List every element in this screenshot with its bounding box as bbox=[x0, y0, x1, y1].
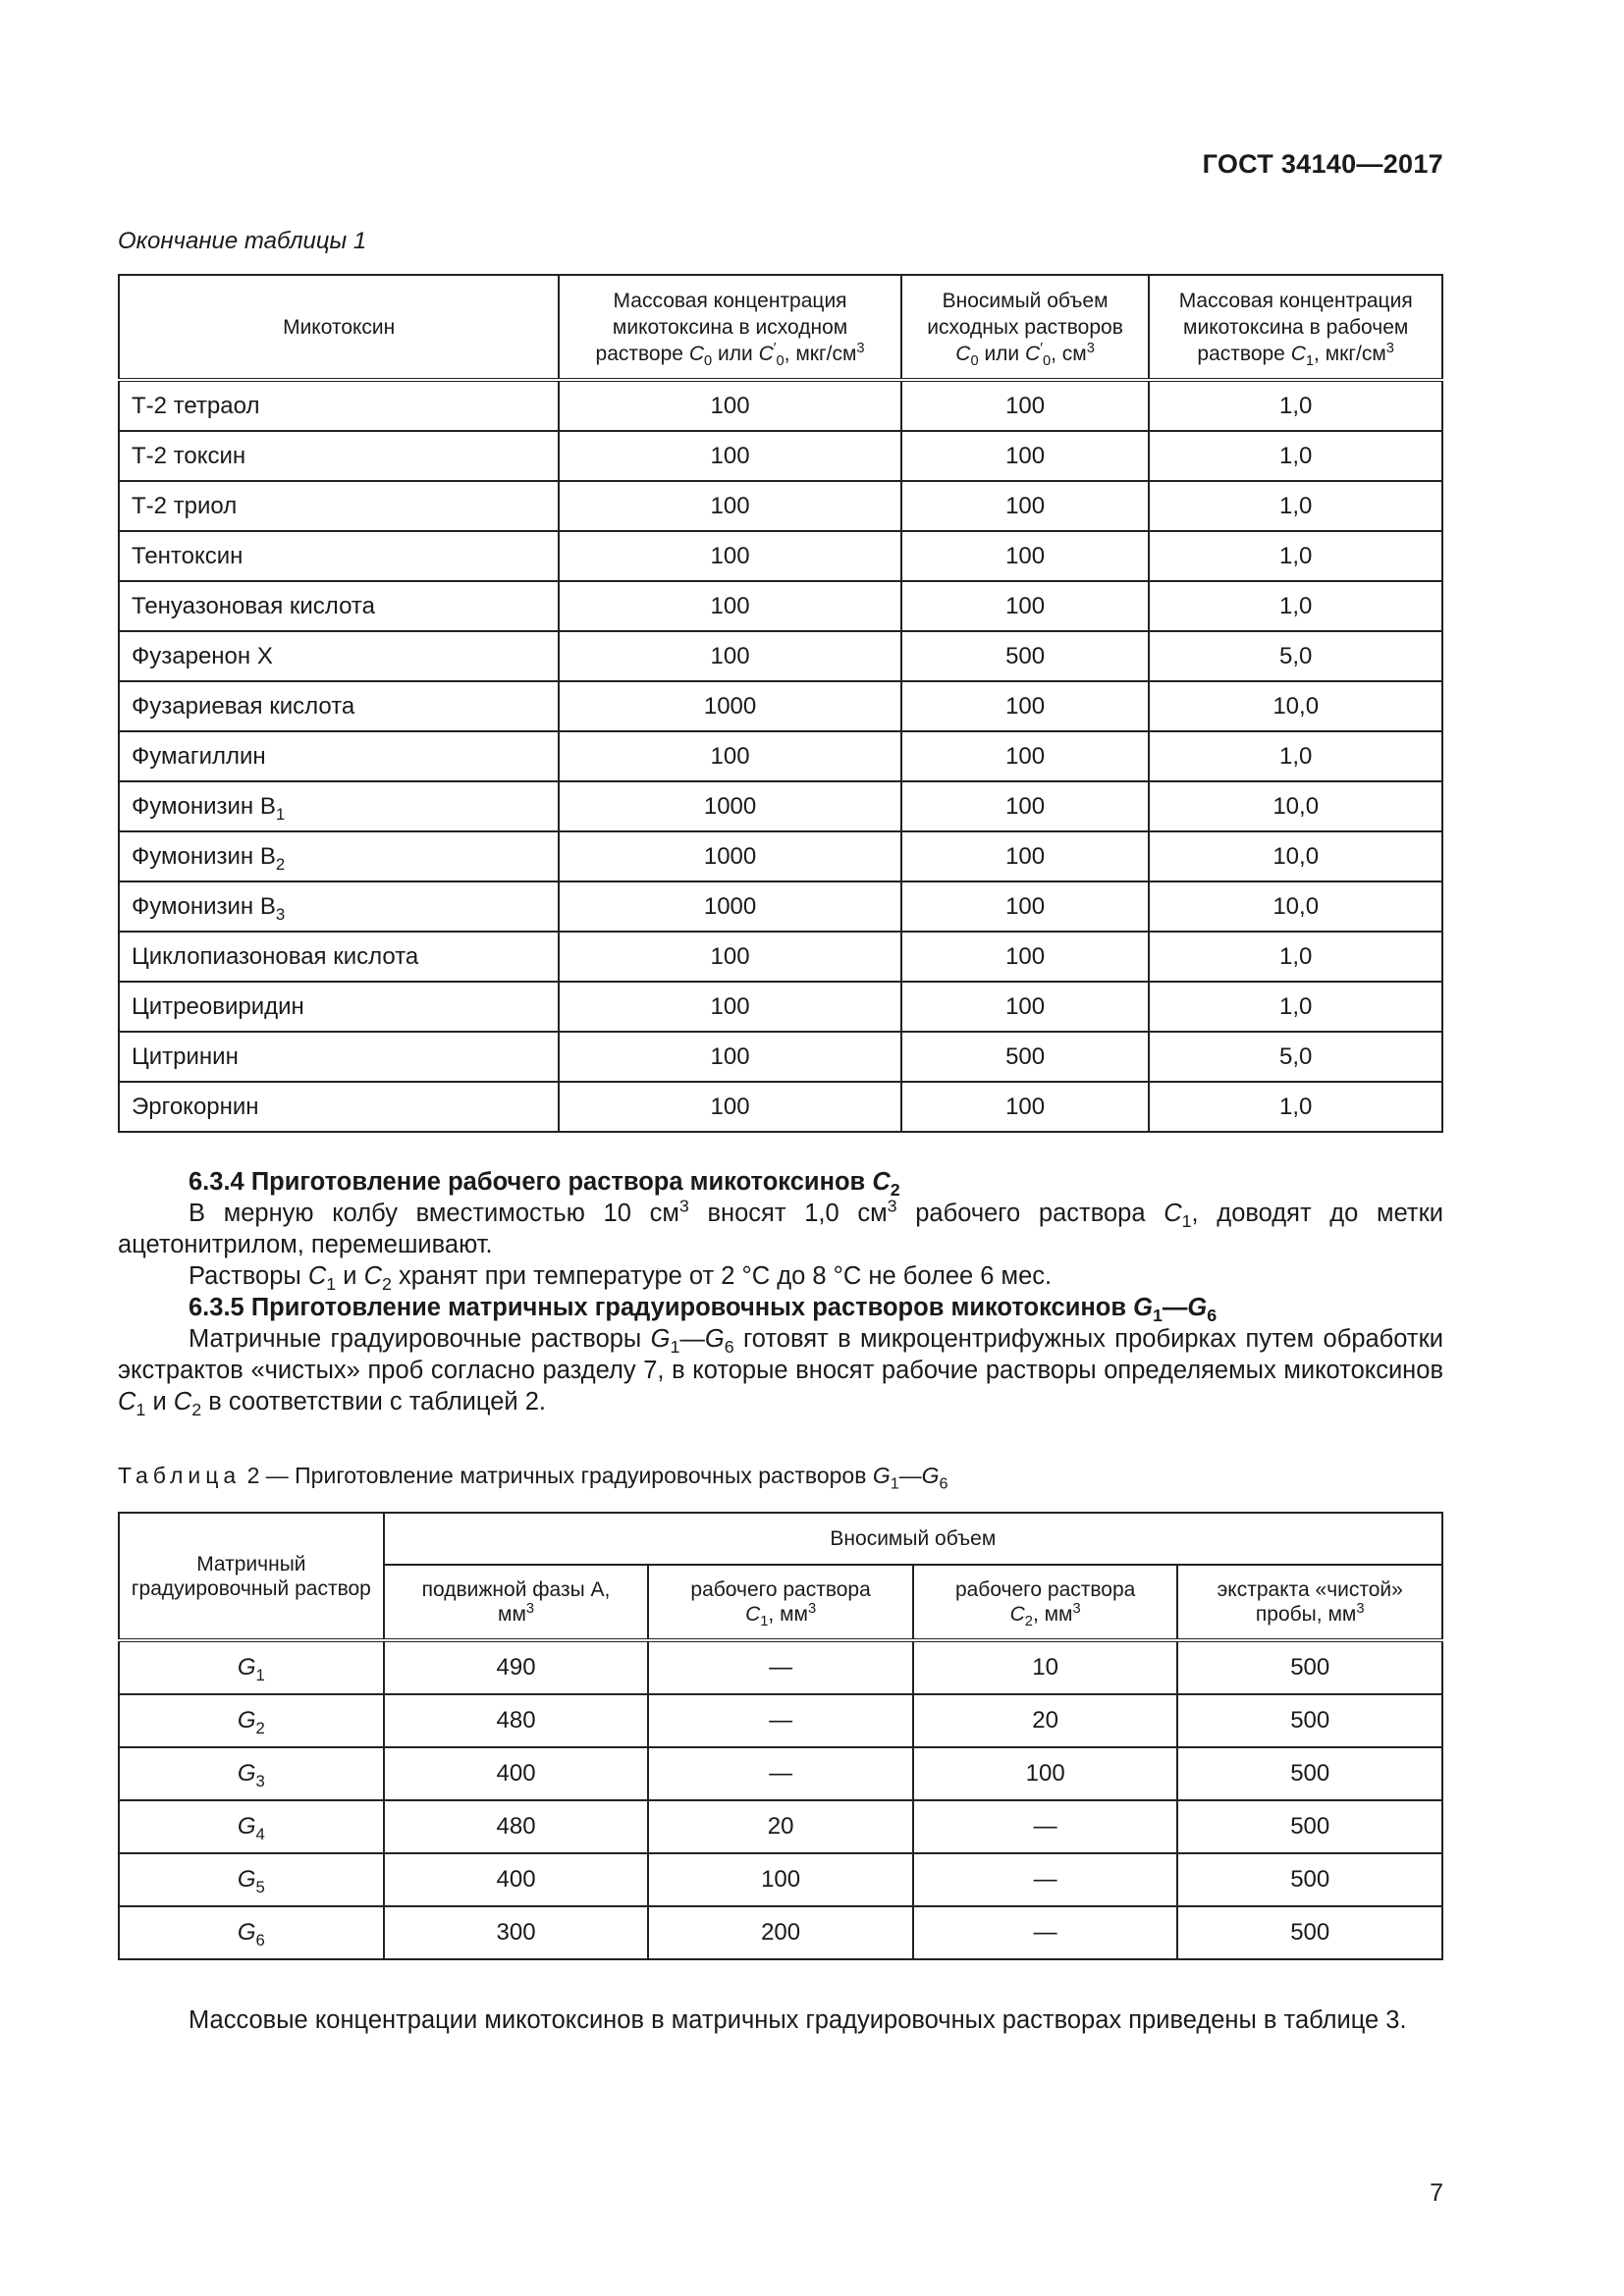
cell-solution-id bbox=[119, 1906, 384, 1959]
col-header-text: рабочего раствора bbox=[954, 1578, 1136, 1601]
section-6-3-4 bbox=[118, 1166, 1443, 1420]
page-number: 7 bbox=[1430, 2179, 1443, 2207]
cell-initial-concentration: 100 bbox=[559, 731, 900, 781]
subscript: 1 bbox=[1152, 1306, 1163, 1326]
subscript: 1 bbox=[760, 1614, 769, 1630]
para-text: Растворы bbox=[189, 1262, 308, 1290]
symbol-c: C bbox=[1009, 1603, 1025, 1626]
superscript: 3 bbox=[1086, 340, 1095, 356]
col-header-clean-extract bbox=[1177, 1565, 1442, 1640]
cell-clean-extract: 500 bbox=[1177, 1747, 1442, 1800]
table-row bbox=[119, 1747, 1442, 1800]
cell-added-volume: 100 bbox=[901, 831, 1150, 881]
cell-working-solution-c1: 200 bbox=[648, 1906, 913, 1959]
cell-working-concentration: 10,0 bbox=[1149, 681, 1442, 731]
cell-added-volume: 100 bbox=[901, 932, 1150, 982]
symbol-c: C bbox=[872, 1168, 891, 1196]
table-row bbox=[119, 781, 1442, 831]
mycotoxin-name: Т-2 триол bbox=[132, 492, 238, 519]
col-header-text: подвижной фазы А, bbox=[421, 1578, 611, 1601]
mycotoxin-name: Цитреовиридин bbox=[132, 992, 304, 1020]
col-header-text: микотоксина в рабочем bbox=[1183, 315, 1409, 339]
subscript: 1 bbox=[890, 1474, 899, 1493]
cell-initial-concentration: 100 bbox=[559, 481, 900, 531]
cell-initial-concentration: 100 bbox=[559, 581, 900, 631]
col-header-unit: пробы, мм bbox=[1255, 1603, 1357, 1626]
cell-solution-id bbox=[119, 1800, 384, 1853]
table-row bbox=[119, 631, 1442, 681]
table-row bbox=[119, 1853, 1442, 1906]
symbol-g: G bbox=[872, 1463, 891, 1488]
section-title: Приготовление матричных градуировочных растворов микотоксинов bbox=[250, 1294, 1127, 1321]
cell-working-solution-c2: — bbox=[913, 1853, 1178, 1906]
para-text: готовят в микроцентрифужных пробирках путем обработки экстрактов «чистых» проб согласно разделу 7, в которые вносят рабочие растворы определяемых микотоксинов bbox=[118, 1325, 1443, 1384]
caption-text: 2 — Приготовление матричных градуировочных растворов bbox=[241, 1463, 873, 1488]
cell-working-solution-c1: — bbox=[648, 1640, 913, 1694]
col-header-initial-concentration bbox=[559, 275, 900, 380]
cell-initial-concentration: 100 bbox=[559, 932, 900, 982]
table-row bbox=[119, 380, 1442, 431]
cell-added-volume: 100 bbox=[901, 481, 1150, 531]
subscript: 1 bbox=[275, 804, 286, 824]
table-2 bbox=[118, 1512, 1443, 1960]
symbol-c: C bbox=[118, 1388, 136, 1415]
cell-clean-extract: 500 bbox=[1177, 1694, 1442, 1747]
para-text: хранят при температуре от 2 °С до 8 °С не более 6 мес. bbox=[391, 1262, 1053, 1290]
cell-added-volume: 100 bbox=[901, 881, 1150, 932]
cell-initial-concentration: 100 bbox=[559, 631, 900, 681]
para-text: в соответствии с таблицей 2. bbox=[201, 1388, 547, 1415]
col-header-unit: , см bbox=[1051, 342, 1087, 365]
cell-mycotoxin bbox=[119, 881, 559, 932]
table-row bbox=[119, 1800, 1442, 1853]
subscript: 0 bbox=[703, 352, 713, 369]
cell-working-solution-c1: 100 bbox=[648, 1853, 913, 1906]
symbol-g: G bbox=[1187, 1294, 1208, 1321]
col-header-text: Вносимый объем bbox=[942, 289, 1109, 312]
cell-initial-concentration: 100 bbox=[559, 1032, 900, 1082]
table-row bbox=[119, 481, 1442, 531]
subscript: 0 bbox=[776, 352, 785, 369]
cell-solution-id bbox=[119, 1640, 384, 1694]
cell-clean-extract: 500 bbox=[1177, 1640, 1442, 1694]
section-6-3-5-heading bbox=[118, 1292, 1443, 1326]
table-row bbox=[119, 1694, 1442, 1747]
standard-designation: ГОСТ 34140—2017 bbox=[1202, 149, 1443, 179]
col-header-unit: , мм bbox=[1032, 1603, 1073, 1626]
prime-mark: ′ bbox=[773, 340, 777, 356]
cell-clean-extract: 500 bbox=[1177, 1906, 1442, 1959]
caption-word: Таблица bbox=[118, 1463, 242, 1488]
subscript: 2 bbox=[255, 1718, 265, 1737]
table-row bbox=[119, 982, 1442, 1032]
cell-working-concentration: 1,0 bbox=[1149, 431, 1442, 481]
subscript: 1 bbox=[670, 1337, 680, 1358]
table2-header-row-1 bbox=[119, 1513, 1442, 1565]
symbol-c: C bbox=[688, 342, 704, 365]
cell-solution-id bbox=[119, 1747, 384, 1800]
cell-added-volume: 100 bbox=[901, 781, 1150, 831]
cell-initial-concentration: 1000 bbox=[559, 831, 900, 881]
col-header-text: экстракта «чистой» bbox=[1217, 1578, 1403, 1601]
cell-added-volume: 100 bbox=[901, 1082, 1150, 1132]
cell-mobile-phase: 490 bbox=[384, 1640, 649, 1694]
cell-mobile-phase: 480 bbox=[384, 1694, 649, 1747]
symbol-g: G bbox=[237, 1813, 256, 1840]
table-row bbox=[119, 881, 1442, 932]
superscript: 3 bbox=[525, 1601, 535, 1617]
table-row bbox=[119, 1906, 1442, 1959]
cell-initial-concentration: 100 bbox=[559, 982, 900, 1032]
cell-mycotoxin bbox=[119, 681, 559, 731]
col-header-text: Массовая концентрация bbox=[613, 289, 847, 312]
section-6-3-5-paragraph-1 bbox=[118, 1323, 1443, 1420]
cell-mycotoxin bbox=[119, 831, 559, 881]
cell-initial-concentration: 100 bbox=[559, 1082, 900, 1132]
symbol-g: G bbox=[704, 1325, 725, 1353]
cell-mycotoxin bbox=[119, 631, 559, 681]
table-row bbox=[119, 681, 1442, 731]
col-header-text: рабочего раствора bbox=[690, 1578, 871, 1601]
subscript: 2 bbox=[275, 854, 286, 874]
cell-mycotoxin bbox=[119, 481, 559, 531]
cell-mycotoxin bbox=[119, 781, 559, 831]
col-header-text: или bbox=[984, 342, 1020, 365]
cell-working-concentration: 1,0 bbox=[1149, 481, 1442, 531]
table-1 bbox=[118, 274, 1443, 1133]
superscript: 3 bbox=[678, 1196, 689, 1216]
cell-mobile-phase: 400 bbox=[384, 1747, 649, 1800]
superscript: 3 bbox=[887, 1196, 897, 1216]
col-header-working-solution-c2 bbox=[913, 1565, 1178, 1640]
cell-mycotoxin bbox=[119, 932, 559, 982]
col-header-calibration-solution: Матричный градуировочный раствор bbox=[119, 1513, 384, 1640]
cell-mycotoxin bbox=[119, 731, 559, 781]
cell-working-solution-c2: 10 bbox=[913, 1640, 1178, 1694]
col-header-working-concentration bbox=[1149, 275, 1442, 380]
cell-added-volume: 100 bbox=[901, 380, 1150, 431]
cell-added-volume: 100 bbox=[901, 581, 1150, 631]
dash: — bbox=[898, 1463, 922, 1488]
symbol-g: G bbox=[237, 1760, 256, 1787]
col-header-text: или bbox=[718, 342, 753, 365]
symbol-g: G bbox=[1133, 1294, 1153, 1321]
col-header-unit: , мкг/см bbox=[1314, 342, 1386, 365]
cell-mobile-phase: 480 bbox=[384, 1800, 649, 1853]
symbol-c: C bbox=[1290, 342, 1306, 365]
cell-added-volume: 500 bbox=[901, 1032, 1150, 1082]
cell-working-solution-c1: 20 bbox=[648, 1800, 913, 1853]
cell-initial-concentration: 100 bbox=[559, 531, 900, 581]
cell-added-volume: 500 bbox=[901, 631, 1150, 681]
prime-mark: ′ bbox=[1040, 340, 1043, 356]
subscript: 1 bbox=[1305, 352, 1315, 369]
table1-continuation-caption: Окончание таблицы 1 bbox=[118, 228, 367, 254]
col-header-working-solution-c1 bbox=[648, 1565, 913, 1640]
section-6-3-4-paragraph-1 bbox=[118, 1198, 1443, 1260]
cell-working-concentration: 1,0 bbox=[1149, 982, 1442, 1032]
superscript: 3 bbox=[1072, 1601, 1081, 1617]
section-number: 6.3.5 bbox=[189, 1294, 244, 1321]
table2-body bbox=[119, 1640, 1442, 1959]
col-header-unit: мм bbox=[498, 1603, 526, 1626]
cell-mycotoxin bbox=[119, 982, 559, 1032]
closing-paragraph: Массовые концентрации микотоксинов в матричных градуировочных растворах приведены в таблице 3. bbox=[189, 2006, 1407, 2034]
mycotoxin-name: Фузариевая кислота bbox=[132, 692, 355, 720]
cell-mycotoxin bbox=[119, 380, 559, 431]
symbol-c: C bbox=[955, 342, 971, 365]
subscript: 2 bbox=[382, 1274, 392, 1295]
cell-initial-concentration: 1000 bbox=[559, 881, 900, 932]
col-header-unit: , мкг/см bbox=[784, 342, 857, 365]
col-header-text: Массовая концентрация bbox=[1178, 289, 1413, 312]
symbol-c: C bbox=[1025, 342, 1041, 365]
cell-working-concentration: 10,0 bbox=[1149, 881, 1442, 932]
section-6-3-4-heading bbox=[118, 1166, 1443, 1201]
subscript: 1 bbox=[1181, 1211, 1192, 1232]
cell-working-solution-c2: 100 bbox=[913, 1747, 1178, 1800]
symbol-c: C bbox=[745, 1603, 761, 1626]
table-row bbox=[119, 1032, 1442, 1082]
col-header-text: растворе bbox=[1197, 342, 1285, 365]
cell-working-concentration: 1,0 bbox=[1149, 731, 1442, 781]
symbol-c: C bbox=[307, 1262, 327, 1290]
mycotoxin-name: Т-2 токсин bbox=[132, 442, 246, 469]
cell-added-volume: 100 bbox=[901, 681, 1150, 731]
cell-mycotoxin bbox=[119, 1082, 559, 1132]
subscript: 2 bbox=[1024, 1614, 1033, 1630]
cell-working-solution-c1: — bbox=[648, 1694, 913, 1747]
para-text: Матричные градуировочные растворы bbox=[189, 1325, 651, 1353]
col-header-text: микотоксина в исходном bbox=[612, 315, 848, 339]
subscript: 1 bbox=[135, 1400, 146, 1420]
section-6-3-4-paragraph-2 bbox=[118, 1260, 1443, 1295]
para-text: вносят 1,0 см bbox=[688, 1200, 888, 1227]
mycotoxin-name: Циклопиазоновая кислота bbox=[132, 942, 419, 970]
subscript: 2 bbox=[890, 1180, 900, 1201]
mycotoxin-name: Фумонизин В bbox=[132, 842, 276, 870]
cell-working-concentration: 1,0 bbox=[1149, 380, 1442, 431]
subscript: 3 bbox=[275, 904, 286, 924]
symbol-c: C bbox=[758, 342, 774, 365]
col-header-mobile-phase bbox=[384, 1565, 649, 1640]
cell-solution-id bbox=[119, 1853, 384, 1906]
cell-working-concentration: 1,0 bbox=[1149, 531, 1442, 581]
section-number: 6.3.4 bbox=[189, 1168, 244, 1196]
superscript: 3 bbox=[807, 1601, 817, 1617]
para-text: , доводят до метки ацетонитрилом, перемешивают. bbox=[118, 1200, 1443, 1258]
cell-mobile-phase: 300 bbox=[384, 1906, 649, 1959]
cell-working-concentration: 5,0 bbox=[1149, 1032, 1442, 1082]
cell-initial-concentration: 100 bbox=[559, 380, 900, 431]
cell-mycotoxin bbox=[119, 1032, 559, 1082]
table-row bbox=[119, 431, 1442, 481]
col-header-unit: , мм bbox=[768, 1603, 808, 1626]
cell-initial-concentration: 100 bbox=[559, 431, 900, 481]
col-header-text: растворе bbox=[595, 342, 683, 365]
table-row bbox=[119, 831, 1442, 881]
cell-added-volume: 100 bbox=[901, 531, 1150, 581]
symbol-g: G bbox=[237, 1919, 256, 1946]
table-row bbox=[119, 1082, 1442, 1132]
table-row bbox=[119, 531, 1442, 581]
cell-working-concentration: 1,0 bbox=[1149, 1082, 1442, 1132]
mycotoxin-name: Фумагиллин bbox=[132, 742, 266, 770]
table-row bbox=[119, 731, 1442, 781]
symbol-g: G bbox=[237, 1866, 256, 1893]
cell-working-solution-c2: — bbox=[913, 1800, 1178, 1853]
symbol-g: G bbox=[237, 1707, 256, 1734]
para-text: В мерную колбу вместимостью 10 см bbox=[189, 1200, 679, 1227]
symbol-c: C bbox=[363, 1262, 383, 1290]
subscript: 6 bbox=[724, 1337, 734, 1358]
cell-initial-concentration: 1000 bbox=[559, 681, 900, 731]
cell-working-concentration: 1,0 bbox=[1149, 581, 1442, 631]
para-text: и bbox=[145, 1388, 174, 1415]
cell-working-concentration: 5,0 bbox=[1149, 631, 1442, 681]
cell-clean-extract: 500 bbox=[1177, 1853, 1442, 1906]
mycotoxin-name: Тенуазоновая кислота bbox=[132, 592, 375, 619]
symbol-c: C bbox=[173, 1388, 192, 1415]
table2-caption bbox=[118, 1463, 948, 1493]
cell-working-concentration: 10,0 bbox=[1149, 831, 1442, 881]
cell-initial-concentration: 1000 bbox=[559, 781, 900, 831]
cell-mycotoxin bbox=[119, 581, 559, 631]
col-header-added-volume bbox=[901, 275, 1150, 380]
symbol-g: G bbox=[921, 1463, 940, 1488]
symbol-g: G bbox=[650, 1325, 671, 1353]
dash: — bbox=[1162, 1294, 1188, 1321]
cell-solution-id bbox=[119, 1694, 384, 1747]
mycotoxin-name: Фумонизин В bbox=[132, 792, 276, 820]
col-header-text: исходных растворов bbox=[927, 315, 1123, 339]
para-text: и bbox=[336, 1262, 364, 1290]
cell-working-concentration: 10,0 bbox=[1149, 781, 1442, 831]
subscript: 1 bbox=[326, 1274, 337, 1295]
cell-added-volume: 100 bbox=[901, 731, 1150, 781]
cell-mycotoxin bbox=[119, 431, 559, 481]
mycotoxin-name: Фузаренон X bbox=[132, 642, 273, 669]
superscript: 3 bbox=[1356, 1601, 1365, 1617]
cell-working-concentration: 1,0 bbox=[1149, 932, 1442, 982]
table-row bbox=[119, 1640, 1442, 1694]
cell-mycotoxin bbox=[119, 531, 559, 581]
cell-clean-extract: 500 bbox=[1177, 1800, 1442, 1853]
col-header-added-volume-group: Вносимый объем bbox=[384, 1513, 1442, 1565]
cell-working-solution-c1: — bbox=[648, 1747, 913, 1800]
table1-body bbox=[119, 380, 1442, 1132]
subscript: 0 bbox=[1042, 352, 1052, 369]
col-header-mycotoxin: Микотоксин bbox=[119, 275, 559, 380]
cell-working-solution-c2: — bbox=[913, 1906, 1178, 1959]
subscript: 6 bbox=[255, 1930, 265, 1949]
mycotoxin-name: Эргокорнин bbox=[132, 1093, 259, 1120]
subscript: 6 bbox=[939, 1474, 948, 1493]
mycotoxin-name: Цитринин bbox=[132, 1042, 239, 1070]
superscript: 3 bbox=[856, 340, 865, 356]
cell-added-volume: 100 bbox=[901, 982, 1150, 1032]
para-text: рабочего раствора bbox=[896, 1200, 1164, 1227]
table1-header-row bbox=[119, 275, 1442, 380]
mycotoxin-name: Тентоксин bbox=[132, 542, 244, 569]
dash: — bbox=[679, 1325, 705, 1353]
section-title: Приготовление рабочего раствора микотоксинов bbox=[250, 1168, 866, 1196]
superscript: 3 bbox=[1385, 340, 1394, 356]
subscript: 3 bbox=[255, 1771, 265, 1790]
subscript: 0 bbox=[970, 352, 979, 369]
table-row bbox=[119, 932, 1442, 982]
cell-added-volume: 100 bbox=[901, 431, 1150, 481]
cell-mobile-phase: 400 bbox=[384, 1853, 649, 1906]
subscript: 5 bbox=[255, 1877, 265, 1896]
table-row bbox=[119, 581, 1442, 631]
cell-working-solution-c2: 20 bbox=[913, 1694, 1178, 1747]
mycotoxin-name: Т-2 тетраол bbox=[132, 392, 260, 419]
subscript: 4 bbox=[255, 1824, 265, 1843]
subscript: 1 bbox=[255, 1665, 265, 1684]
mycotoxin-name: Фумонизин В bbox=[132, 892, 276, 920]
subscript: 6 bbox=[1207, 1306, 1218, 1326]
symbol-c: C bbox=[1164, 1200, 1182, 1227]
symbol-g: G bbox=[237, 1654, 256, 1681]
subscript: 2 bbox=[191, 1400, 202, 1420]
